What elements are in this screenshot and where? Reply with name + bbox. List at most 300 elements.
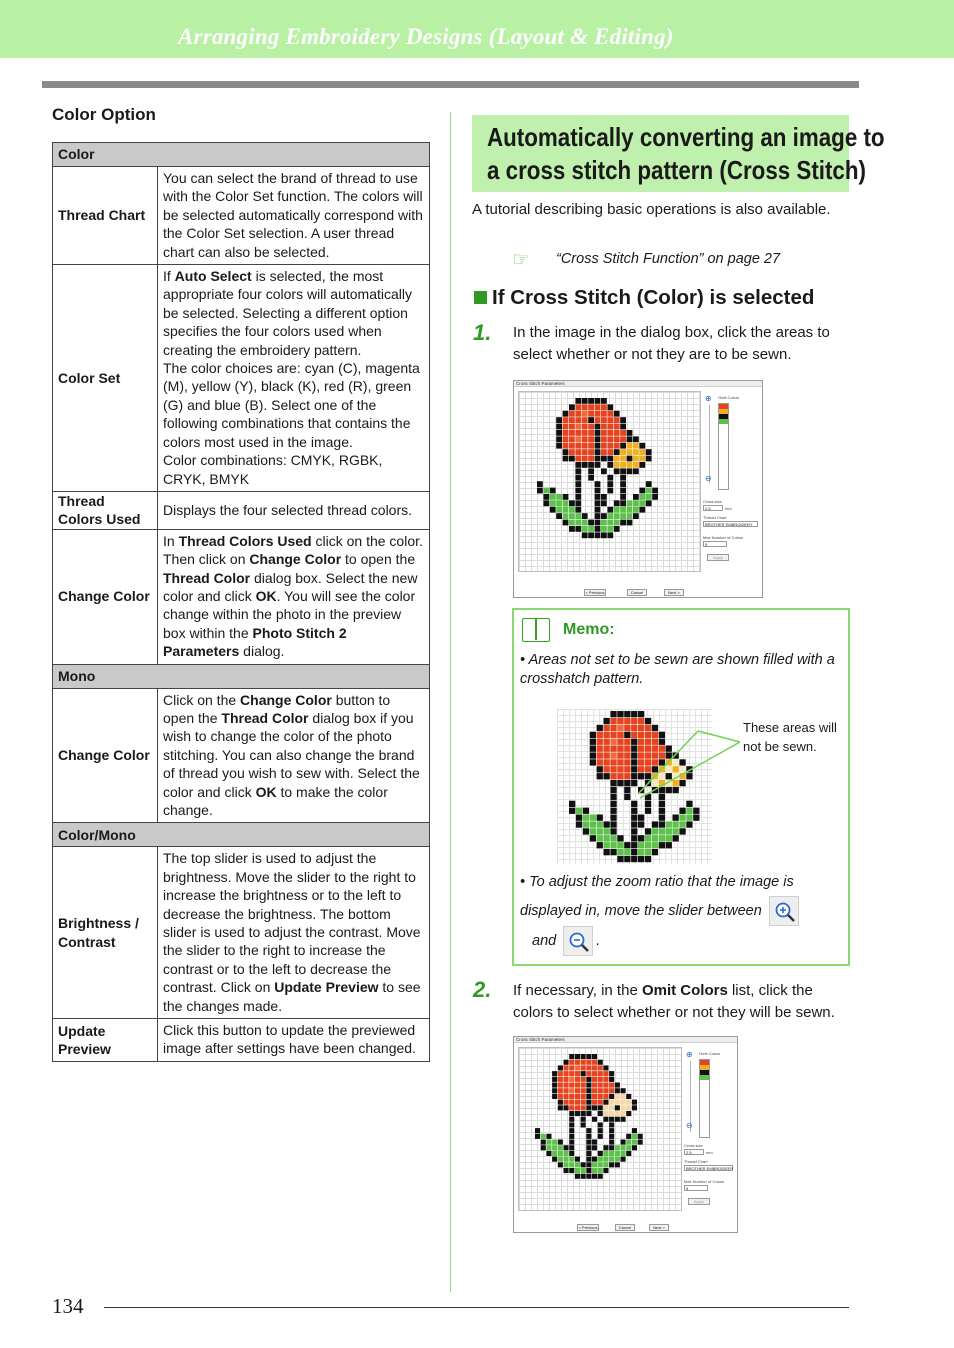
stitch-cell[interactable] [652, 828, 658, 834]
stitch-cell[interactable] [564, 1145, 569, 1150]
stitch-cell[interactable] [541, 1140, 546, 1145]
stitch-cell[interactable] [590, 835, 596, 841]
stitch-cell[interactable] [575, 1111, 580, 1116]
stitch-cell[interactable] [609, 1145, 614, 1150]
stitch-cell[interactable] [597, 821, 603, 827]
stitch-cell[interactable] [575, 1060, 580, 1065]
stitch-cell[interactable] [614, 456, 620, 462]
stitch-cell[interactable] [595, 424, 601, 430]
stitch-cell[interactable] [607, 404, 613, 410]
stitch-cell[interactable] [614, 430, 620, 436]
stitch-cell[interactable] [627, 430, 633, 436]
stitch-cell[interactable] [597, 773, 603, 779]
stitch-cell[interactable] [603, 1065, 608, 1070]
stitch-cell[interactable] [581, 1105, 586, 1110]
stitch-cell[interactable] [595, 456, 601, 462]
stitch-cell[interactable] [652, 821, 658, 827]
stitch-cell[interactable] [569, 449, 575, 455]
stitch-cell[interactable] [582, 436, 588, 442]
stitch-cell[interactable] [679, 821, 685, 827]
stitch-cell[interactable] [581, 1060, 586, 1065]
stitch-cell[interactable] [597, 842, 603, 848]
stitch-cell[interactable] [627, 443, 633, 449]
stitch-cell[interactable] [609, 1094, 614, 1099]
stitch-cell[interactable] [609, 1105, 614, 1110]
stitch-cell[interactable] [604, 766, 610, 772]
stitch-cell[interactable] [631, 828, 637, 834]
stitch-cell[interactable] [586, 1145, 591, 1150]
stitch-cell[interactable] [582, 449, 588, 455]
stitch-cell[interactable] [552, 1140, 557, 1145]
stitch-cell[interactable] [620, 443, 626, 449]
stitch-cell[interactable] [598, 1060, 603, 1065]
stitch-cell[interactable] [558, 1157, 563, 1162]
stitch-cell[interactable] [595, 520, 601, 526]
stitch-cell[interactable] [617, 752, 623, 758]
stitch-cell[interactable] [631, 718, 637, 724]
stitch-cell[interactable] [603, 1077, 608, 1082]
stitch-cell[interactable] [581, 1065, 586, 1070]
stitch-cell[interactable] [592, 1174, 597, 1179]
stitch-cell[interactable] [564, 1151, 569, 1156]
stitch-cell[interactable] [564, 1168, 569, 1173]
stitch-cell[interactable] [558, 1071, 563, 1076]
stitch-cell[interactable] [652, 849, 658, 855]
stitch-cell[interactable] [607, 520, 613, 526]
stitch-cell[interactable] [614, 500, 620, 506]
stitch-cell[interactable] [581, 1100, 586, 1105]
stitch-cell[interactable] [659, 815, 665, 821]
stitch-cell[interactable] [617, 835, 623, 841]
stitch-cell[interactable] [603, 1168, 608, 1173]
stitch-cell[interactable] [556, 494, 562, 500]
stitch-cell[interactable] [632, 1128, 637, 1133]
stitch-cell[interactable] [564, 1100, 569, 1105]
stitch-cell[interactable] [583, 808, 589, 814]
stitch-cell[interactable] [582, 424, 588, 430]
stitch-cell[interactable] [615, 1088, 620, 1093]
stitch-cell[interactable] [564, 1162, 569, 1167]
stitch-cell[interactable] [575, 488, 581, 494]
stitch-cell[interactable] [582, 398, 588, 404]
stitch-cell[interactable] [598, 1071, 603, 1076]
stitch-cell[interactable] [546, 1134, 551, 1139]
stitch-cell[interactable] [575, 404, 581, 410]
stitch-cell[interactable] [631, 821, 637, 827]
stitch-cell[interactable] [607, 411, 613, 417]
stitch-cell[interactable] [575, 456, 581, 462]
stitch-cell[interactable] [610, 711, 616, 717]
stitch-cell[interactable] [575, 1077, 580, 1082]
stitch-cell[interactable] [633, 494, 639, 500]
stitch-cell[interactable] [552, 1151, 557, 1156]
stitch-cell[interactable] [541, 1145, 546, 1150]
stitch-cell[interactable] [575, 475, 581, 481]
stitch-cell[interactable] [575, 1174, 580, 1179]
apply-button[interactable]: Apply [688, 1198, 710, 1205]
stitch-cell[interactable] [615, 1083, 620, 1088]
stitch-cell[interactable] [556, 430, 562, 436]
stitch-cell[interactable] [621, 1088, 626, 1093]
stitch-cell[interactable] [659, 828, 665, 834]
stitch-cell[interactable] [569, 1134, 574, 1139]
stitch-cell[interactable] [597, 815, 603, 821]
stitch-cell[interactable] [576, 808, 582, 814]
stitch-cell[interactable] [590, 828, 596, 834]
stitch-cell[interactable] [582, 430, 588, 436]
stitch-cell[interactable] [575, 494, 581, 500]
stitch-cell[interactable] [686, 808, 692, 814]
stitch-cell[interactable] [601, 449, 607, 455]
stitch-cell[interactable] [621, 1117, 626, 1122]
max-colors-input[interactable]: 5 [684, 1185, 708, 1191]
stitch-cell[interactable] [582, 520, 588, 526]
stitch-cell[interactable] [581, 1174, 586, 1179]
stitch-cell[interactable] [588, 449, 594, 455]
stitch-cell[interactable] [609, 1134, 614, 1139]
stitch-cell[interactable] [633, 456, 639, 462]
stitch-cell[interactable] [610, 739, 616, 745]
stitch-cell[interactable] [586, 1065, 591, 1070]
stitch-cell[interactable] [563, 411, 569, 417]
omit-color-swatch[interactable] [700, 1075, 709, 1080]
stitch-cell[interactable] [597, 828, 603, 834]
stitch-cell[interactable] [592, 1168, 597, 1173]
stitch-cell[interactable] [604, 835, 610, 841]
stitch-cell[interactable] [558, 1077, 563, 1082]
stitch-cell[interactable] [633, 468, 639, 474]
max-colors-input[interactable]: 5 [703, 541, 727, 547]
stitch-cell[interactable] [621, 1100, 626, 1105]
stitch-cell[interactable] [638, 1134, 643, 1139]
stitch-cell[interactable] [631, 856, 637, 862]
stitch-cell[interactable] [563, 443, 569, 449]
stitch-cell[interactable] [639, 488, 645, 494]
zoom-slider[interactable] [709, 405, 710, 483]
stitch-cell[interactable] [588, 424, 594, 430]
stitch-cell[interactable] [558, 1162, 563, 1167]
stitch-cell[interactable] [564, 1077, 569, 1082]
stitch-cell[interactable] [617, 766, 623, 772]
stitch-cell[interactable] [607, 449, 613, 455]
stitch-cell[interactable] [595, 481, 601, 487]
stitch-cell[interactable] [569, 424, 575, 430]
stitch-cell[interactable] [597, 766, 603, 772]
stitch-cell[interactable] [627, 507, 633, 513]
stitch-cell[interactable] [581, 1094, 586, 1099]
stitch-cell[interactable] [621, 1140, 626, 1145]
stitch-cell[interactable] [645, 808, 651, 814]
stitch-cell[interactable] [564, 1083, 569, 1088]
stitch-cell[interactable] [569, 436, 575, 442]
stitch-cell[interactable] [597, 739, 603, 745]
stitch-cell[interactable] [581, 1088, 586, 1093]
stitch-cell[interactable] [558, 1088, 563, 1093]
stitch-cell[interactable] [575, 1065, 580, 1070]
stitch-cell[interactable] [595, 526, 601, 532]
stitch-cell[interactable] [617, 773, 623, 779]
stitch-cell[interactable] [569, 1094, 574, 1099]
stitch-cell[interactable] [617, 711, 623, 717]
stitch-cell[interactable] [614, 417, 620, 423]
stitch-cell[interactable] [626, 1100, 631, 1105]
stitch-cell[interactable] [614, 436, 620, 442]
stitch-cell[interactable] [569, 1145, 574, 1150]
stitch-cell[interactable] [552, 1083, 557, 1088]
stitch-cell[interactable] [659, 835, 665, 841]
stitch-cell[interactable] [646, 500, 652, 506]
stitch-cell[interactable] [601, 430, 607, 436]
stitch-cell[interactable] [556, 436, 562, 442]
stitch-cell[interactable] [659, 821, 665, 827]
stitch-cell[interactable] [693, 815, 699, 821]
stitch-cell[interactable] [586, 1168, 591, 1173]
stitch-cell[interactable] [621, 1111, 626, 1116]
stitch-cell[interactable] [686, 801, 692, 807]
stitch-cell[interactable] [590, 815, 596, 821]
stitch-cell[interactable] [620, 436, 626, 442]
stitch-cell[interactable] [604, 739, 610, 745]
stitch-cell[interactable] [575, 520, 581, 526]
stitch-cell[interactable] [581, 1054, 586, 1059]
stitch-cell[interactable] [592, 1077, 597, 1082]
stitch-cell[interactable] [645, 856, 651, 862]
stitch-cell[interactable] [614, 468, 620, 474]
stitch-cell[interactable] [563, 456, 569, 462]
stitch-cell[interactable] [595, 430, 601, 436]
stitch-cell[interactable] [598, 1174, 603, 1179]
stitch-cell[interactable] [588, 456, 594, 462]
stitch-cell[interactable] [607, 430, 613, 436]
stitch-cell[interactable] [586, 1140, 591, 1145]
stitch-cell[interactable] [556, 507, 562, 513]
stitch-cell[interactable] [575, 449, 581, 455]
stitch-cell[interactable] [614, 462, 620, 468]
stitch-cell[interactable] [603, 1117, 608, 1122]
stitch-cell[interactable] [592, 1105, 597, 1110]
stitch-cell[interactable] [569, 507, 575, 513]
stitch-cell[interactable] [633, 462, 639, 468]
stitch-cell[interactable] [603, 1100, 608, 1105]
stitch-cell[interactable] [614, 443, 620, 449]
stitch-cell[interactable] [543, 500, 549, 506]
stitch-cell[interactable] [627, 436, 633, 442]
stitch-cell[interactable] [588, 430, 594, 436]
stitch-cell[interactable] [601, 404, 607, 410]
stitch-cell[interactable] [590, 752, 596, 758]
stitch-cell[interactable] [588, 468, 594, 474]
stitch-cell[interactable] [610, 828, 616, 834]
stitch-cell[interactable] [631, 815, 637, 821]
omit-colors-list[interactable] [699, 1059, 710, 1138]
stitch-cell[interactable] [626, 1140, 631, 1145]
stitch-cell[interactable] [610, 746, 616, 752]
stitch-cell[interactable] [617, 842, 623, 848]
stitch-cell[interactable] [569, 1151, 574, 1156]
stitch-cell[interactable] [588, 436, 594, 442]
stitch-cell[interactable] [673, 821, 679, 827]
stitch-cell[interactable] [575, 1071, 580, 1076]
stitch-cell[interactable] [556, 513, 562, 519]
stitch-cell[interactable] [601, 513, 607, 519]
stitch-cell[interactable] [598, 1162, 603, 1167]
stitch-cell[interactable] [598, 1105, 603, 1110]
stitch-cell[interactable] [607, 417, 613, 423]
stitch-cell[interactable] [569, 1065, 574, 1070]
stitch-cell[interactable] [626, 1134, 631, 1139]
stitch-cell[interactable] [569, 1071, 574, 1076]
stitch-cell[interactable] [626, 1105, 631, 1110]
stitch-cell[interactable] [592, 1100, 597, 1105]
stitch-cell[interactable] [586, 1151, 591, 1156]
stitch-cell[interactable] [537, 488, 543, 494]
stitch-cell[interactable] [575, 481, 581, 487]
stitch-cell[interactable] [646, 456, 652, 462]
stitch-cell[interactable] [609, 1071, 614, 1076]
stitch-cell[interactable] [617, 746, 623, 752]
stitch-cell[interactable] [620, 449, 626, 455]
stitch-cell[interactable] [550, 507, 556, 513]
stitch-cell[interactable] [598, 1128, 603, 1133]
stitch-cell[interactable] [575, 1157, 580, 1162]
stitch-cell[interactable] [621, 1157, 626, 1162]
stitch-cell[interactable] [556, 443, 562, 449]
stitch-cell[interactable] [558, 1065, 563, 1070]
stitch-cell[interactable] [631, 842, 637, 848]
stitch-cell[interactable] [595, 449, 601, 455]
stitch-cell[interactable] [614, 507, 620, 513]
stitch-cell[interactable] [638, 835, 644, 841]
stitch-cell[interactable] [607, 526, 613, 532]
stitch-cell[interactable] [586, 1111, 591, 1116]
omit-colors-list[interactable] [718, 403, 729, 490]
stitch-cell[interactable] [598, 1088, 603, 1093]
stitch-cell[interactable] [592, 1140, 597, 1145]
stitch-cell[interactable] [617, 739, 623, 745]
stitch-cell[interactable] [586, 1083, 591, 1088]
stitch-cell[interactable] [575, 1054, 580, 1059]
stitch-cell[interactable] [581, 1071, 586, 1076]
stitch-cell[interactable] [638, 856, 644, 862]
stitch-cell[interactable] [552, 1071, 557, 1076]
stitch-cell[interactable] [595, 417, 601, 423]
stitch-cell[interactable] [592, 1157, 597, 1162]
stitch-cell[interactable] [607, 424, 613, 430]
stitch-cell[interactable] [620, 507, 626, 513]
stitch-cell[interactable] [610, 752, 616, 758]
stitch-cell[interactable] [652, 494, 658, 500]
stitch-cell[interactable] [563, 500, 569, 506]
stitch-cell[interactable] [576, 815, 582, 821]
stitch-cell[interactable] [575, 424, 581, 430]
stitch-cell[interactable] [588, 526, 594, 532]
stitch-cell[interactable] [603, 1151, 608, 1156]
stitch-cell[interactable] [659, 808, 665, 814]
stitch-cell[interactable] [575, 417, 581, 423]
stitch-cell[interactable] [595, 436, 601, 442]
stitch-cell[interactable] [607, 436, 613, 442]
stitch-cell[interactable] [598, 1122, 603, 1127]
stitch-cell[interactable] [631, 808, 637, 814]
cross-size-input[interactable]: 2.5 [684, 1149, 704, 1155]
stitch-cell[interactable] [679, 828, 685, 834]
stitch-cell[interactable] [592, 1145, 597, 1150]
stitch-cell[interactable] [564, 1105, 569, 1110]
stitch-cell[interactable] [575, 443, 581, 449]
stitch-cell[interactable] [632, 1134, 637, 1139]
stitch-cell[interactable] [601, 417, 607, 423]
stitch-cell[interactable] [597, 752, 603, 758]
stitch-cell[interactable] [609, 1140, 614, 1145]
stitch-cell[interactable] [601, 468, 607, 474]
stitch-cell[interactable] [609, 1117, 614, 1122]
stitch-cell[interactable] [617, 718, 623, 724]
stitch-cell[interactable] [569, 1083, 574, 1088]
stitch-cell[interactable] [588, 417, 594, 423]
stitch-cell[interactable] [620, 430, 626, 436]
stitch-cell[interactable] [597, 725, 603, 731]
stitch-cell[interactable] [638, 815, 644, 821]
stitch-cell[interactable] [645, 849, 651, 855]
stitch-cell[interactable] [564, 1065, 569, 1070]
stitch-cell[interactable] [582, 532, 588, 538]
stitch-cell[interactable] [552, 1157, 557, 1162]
stitch-cell[interactable] [569, 513, 575, 519]
stitch-cell[interactable] [617, 856, 623, 862]
stitch-cell[interactable] [575, 1105, 580, 1110]
stitch-cell[interactable] [595, 532, 601, 538]
stitch-cell[interactable] [686, 815, 692, 821]
zoom-in-icon[interactable]: ⊕ [705, 394, 712, 403]
zoom-out-icon[interactable]: ⊖ [686, 1121, 693, 1130]
stitch-cell[interactable] [575, 1094, 580, 1099]
stitch-cell[interactable] [624, 718, 630, 724]
stitch-cell[interactable] [646, 494, 652, 500]
stitch-cell[interactable] [550, 488, 556, 494]
stitch-cell[interactable] [633, 449, 639, 455]
stitch-cell[interactable] [563, 417, 569, 423]
stitch-cell[interactable] [598, 1111, 603, 1116]
stitch-cell[interactable] [603, 1094, 608, 1099]
stitch-cell[interactable] [575, 436, 581, 442]
stitch-cell[interactable] [638, 849, 644, 855]
stitch-cell[interactable] [615, 1094, 620, 1099]
cross-reference-link[interactable]: “Cross Stitch Function” on page 27 [556, 251, 781, 267]
stitch-cell[interactable] [693, 808, 699, 814]
stitch-cell[interactable] [575, 513, 581, 519]
stitch-cell[interactable] [569, 443, 575, 449]
stitch-cell[interactable] [543, 494, 549, 500]
stitch-cell[interactable] [558, 1151, 563, 1156]
stitch-cell[interactable] [620, 500, 626, 506]
stitch-cell[interactable] [627, 468, 633, 474]
stitch-cell[interactable] [575, 1168, 580, 1173]
thread-chart-select[interactable]: BROTHER EMBROIDERY [686, 1166, 734, 1171]
stitch-cell[interactable] [569, 1128, 574, 1133]
stitch-cell[interactable] [610, 780, 616, 786]
stitch-cell[interactable] [586, 1088, 591, 1093]
stitch-cell[interactable] [614, 513, 620, 519]
stitch-cell[interactable] [638, 718, 644, 724]
stitch-cell[interactable] [597, 732, 603, 738]
stitch-cell[interactable] [620, 424, 626, 430]
stitch-cell[interactable] [592, 1054, 597, 1059]
stitch-cell[interactable] [592, 1071, 597, 1076]
stitch-cell[interactable] [582, 404, 588, 410]
stitch-cell[interactable] [569, 1060, 574, 1065]
stitch-cell[interactable] [620, 481, 626, 487]
stitch-cell[interactable] [620, 417, 626, 423]
